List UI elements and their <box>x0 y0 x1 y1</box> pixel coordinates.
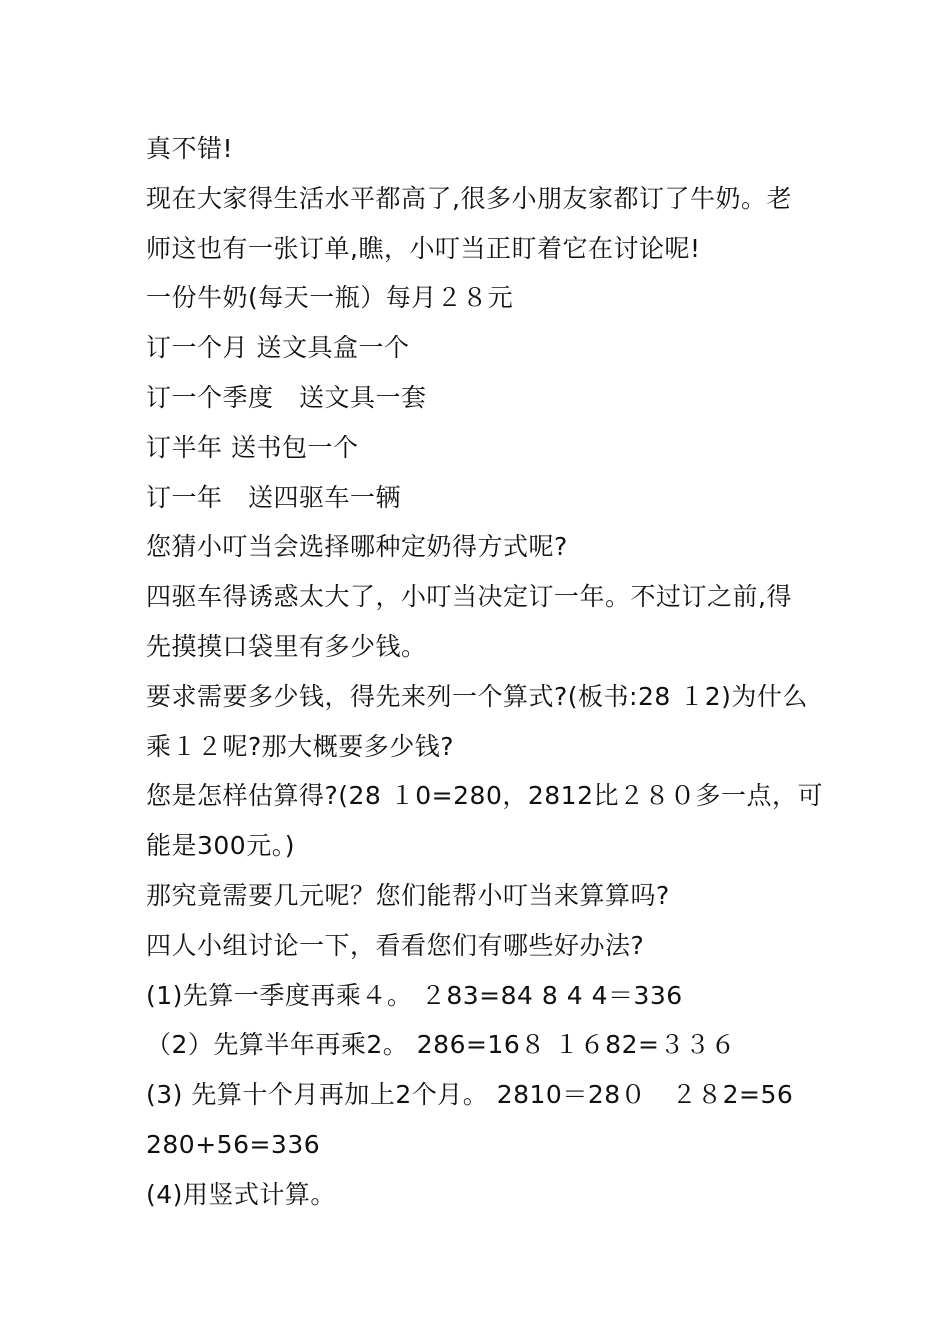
text-line: (3) 先算十个月再加上2个月。 2810＝28０ ２８2=56 <box>146 1080 794 1110</box>
document-body <box>146 124 826 1220</box>
text-line: 一份牛奶(每天一瓶）每月２８元 <box>146 283 514 313</box>
text-line: 订一年 送四驱车一辆 <box>146 482 402 512</box>
text-line: 您猜小叮当会选择哪种定奶得方式呢? <box>146 532 568 562</box>
text-line: 真不错! <box>146 134 234 163</box>
text-line: 那究竟需要几元呢？您们能帮小叮当来算算吗? <box>146 880 670 910</box>
text-line: 现在大家得生活水平都高了,很多小朋友家都订了牛奶。老 <box>146 183 792 213</box>
text-line: 订一个季度 送文具一套 <box>146 382 427 412</box>
text-line: (4)用竖式计算。 <box>146 1179 336 1209</box>
text-line: 师这也有一张订单,瞧，小叮当正盯着它在讨论呢! <box>146 233 701 263</box>
text-line: 订一个月 送文具盒一个 <box>146 333 410 363</box>
text-line: (1)先算一季度再乘４。 ２83=84 8 4 4＝336 <box>146 980 683 1010</box>
text-line: 先摸摸口袋里有多少钱。 <box>146 631 427 661</box>
text-line: 订半年 送书包一个 <box>146 432 359 462</box>
text-line: 四驱车得诱惑太大了，小叮当决定订一年。不过订之前,得 <box>146 582 792 612</box>
text-line: 要求需要多少钱，得先来列一个算式?(板书:28 １2)为什么 <box>146 681 808 711</box>
text-line: 您是怎样估算得?(28 １0=280，2812比２８０多一点，可 <box>146 781 823 811</box>
text-line: 能是300元。) <box>146 831 295 861</box>
text-line: 280+56=336 <box>146 1129 321 1159</box>
text-line: （2）先算半年再乘2。 286=16８ １６82=３３６ <box>146 1030 736 1060</box>
text-line: 乘１２呢?那大概要多少钱? <box>146 731 455 761</box>
text-line: 四人小组讨论一下，看看您们有哪些好办法? <box>146 930 645 960</box>
